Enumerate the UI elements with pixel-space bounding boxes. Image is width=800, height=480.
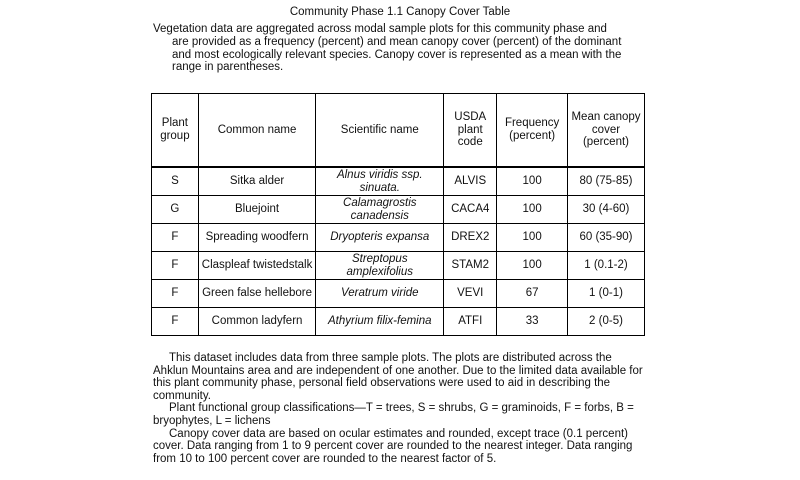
page-title: Community Phase 1.1 Canopy Cover Table xyxy=(289,6,511,18)
intro-rest: are provided as a frequency (percent) and mean canopy cover (percent) of the dominant and most ecologically relevant species. Canopy cover is represented as a mean with the range in parentheses. xyxy=(172,35,622,74)
cell-canopy-cover: 2 (0-5) xyxy=(567,308,644,336)
note-sample-plots: This dataset includes data from three sample plots. The plots are distributed across the Ahklun Mountains area and are independent of one another. Due to the limited data available for this plant community phase, personal field observations were used to aid in describing the community. xyxy=(153,352,643,402)
cell-canopy-cover: 60 (35-90) xyxy=(567,224,644,252)
intro-first-line: Vegetation data are aggregated across modal sample plots for this community phase and xyxy=(153,23,607,35)
intro-paragraph xyxy=(153,23,643,74)
cell-usda-code: STAM2 xyxy=(444,252,497,280)
notes-section xyxy=(153,352,643,465)
cell-scientific-name: Streptopus amplexifolius xyxy=(316,252,444,280)
cell-common-name: Green false hellebore xyxy=(198,280,316,308)
cell-plant-group: F xyxy=(152,280,199,308)
table-row xyxy=(152,196,645,224)
cell-common-name: Bluejoint xyxy=(198,196,316,224)
cell-usda-code: ATFI xyxy=(444,308,497,336)
cell-scientific-name: Alnus viridis ssp. sinuata. xyxy=(316,167,444,196)
cell-frequency: 100 xyxy=(497,252,568,280)
cell-common-name: Common ladyfern xyxy=(198,308,316,336)
cell-usda-code: ALVIS xyxy=(444,167,497,196)
cell-canopy-cover: 1 (0-1) xyxy=(567,280,644,308)
cell-usda-code: DREX2 xyxy=(444,224,497,252)
header-canopy-cover: Mean canopy cover (percent) xyxy=(567,94,644,168)
cell-usda-code: VEVI xyxy=(444,280,497,308)
table-row xyxy=(152,224,645,252)
cell-frequency: 33 xyxy=(497,308,568,336)
header-common-name: Common name xyxy=(198,94,316,168)
cell-plant-group: S xyxy=(152,167,199,196)
table-row xyxy=(152,252,645,280)
cell-plant-group: F xyxy=(152,252,199,280)
cell-plant-group: F xyxy=(152,224,199,252)
note-functional-groups: Plant functional group classifications—T = trees, S = shrubs, G = graminoids, F = forbs, B = bryophytes, L = lichens xyxy=(153,402,634,427)
cell-canopy-cover: 30 (4-60) xyxy=(567,196,644,224)
cell-scientific-name: Veratrum viride xyxy=(316,280,444,308)
cell-scientific-name: Calamagrostis canadensis xyxy=(316,196,444,224)
header-scientific-name: Scientific name xyxy=(316,94,444,168)
cell-usda-code: CACA4 xyxy=(444,196,497,224)
header-usda-code: USDA plant code xyxy=(444,94,497,168)
cell-canopy-cover: 80 (75-85) xyxy=(567,167,644,196)
cell-frequency: 100 xyxy=(497,167,568,196)
cell-frequency: 100 xyxy=(497,224,568,252)
cell-frequency: 100 xyxy=(497,196,568,224)
note-canopy-rounding: Canopy cover data are based on ocular estimates and rounded, except trace (0.1 percent) cover. Data ranging from 1 to 9 percent cover are rounded to the nearest integer. Data ranging from 10 to 100 percent cover are rounded to the nearest factor of 5. xyxy=(153,427,633,465)
canopy-cover-table xyxy=(151,93,645,336)
header-plant-group: Plant group xyxy=(152,94,199,168)
cell-plant-group: G xyxy=(152,196,199,224)
cell-common-name: Sitka alder xyxy=(198,167,316,196)
cell-scientific-name: Athyrium filix-femina xyxy=(316,308,444,336)
table-header-row xyxy=(152,94,645,168)
cell-common-name: Claspleaf twistedstalk xyxy=(198,252,316,280)
cell-canopy-cover: 1 (0.1-2) xyxy=(567,252,644,280)
table-row xyxy=(152,280,645,308)
table-row xyxy=(152,167,645,196)
cell-plant-group: F xyxy=(152,308,199,336)
table-row xyxy=(152,308,645,336)
cell-frequency: 67 xyxy=(497,280,568,308)
cell-common-name: Spreading woodfern xyxy=(198,224,316,252)
header-frequency: Frequency (percent) xyxy=(497,94,568,168)
cell-scientific-name: Dryopteris expansa xyxy=(316,224,444,252)
